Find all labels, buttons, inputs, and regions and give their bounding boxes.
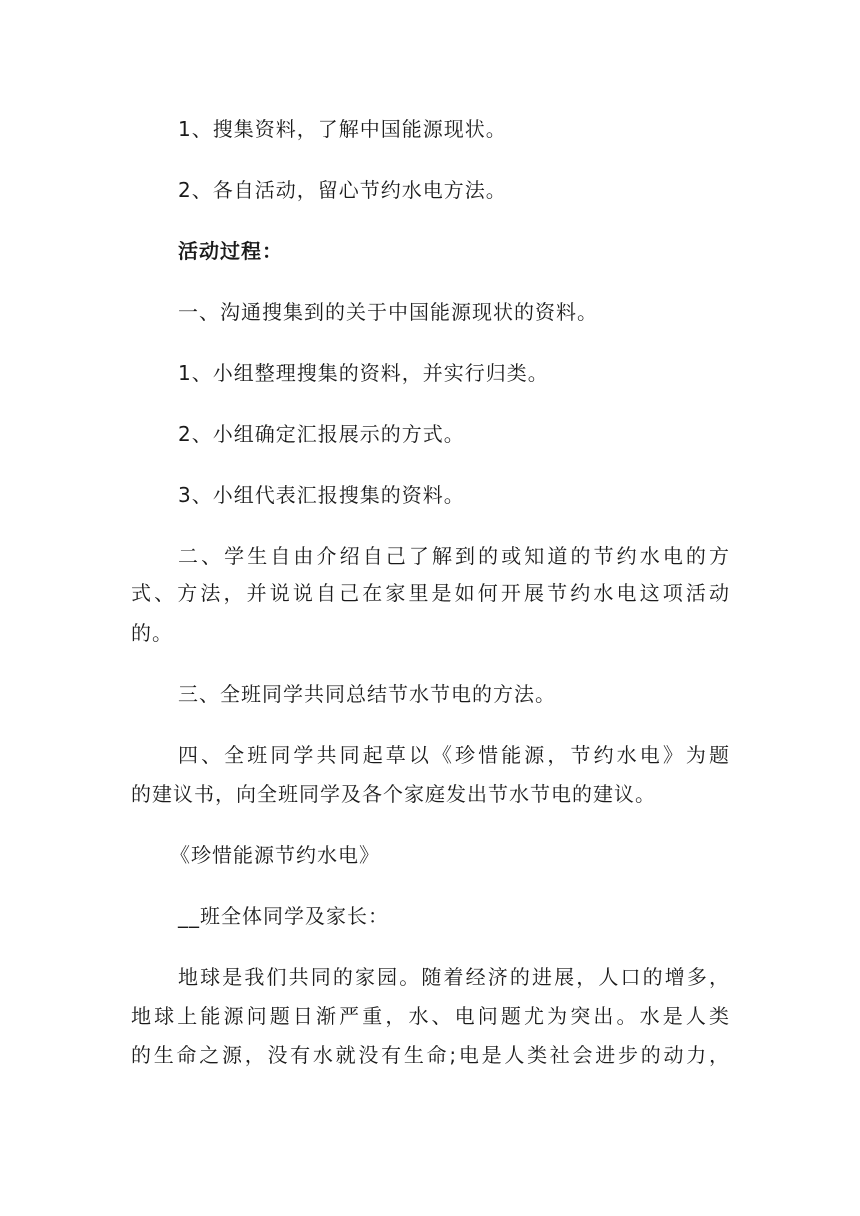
step-2-line-3: 的。	[131, 621, 173, 645]
step-2-line-2: 式、方法，并说说自己在家里是如何开展节约水电这项活动	[131, 581, 729, 605]
proposal-body-line-3: 的生命之源，没有水就没有生命;电是人类社会进步的动力，	[131, 1043, 729, 1067]
step-3-line: 三、全班同学共同总结节水节电的方法。	[178, 682, 556, 706]
proposal-body-line-1: 地球是我们共同的家园。随着经济的进展，人口的增多，	[178, 965, 729, 989]
step-2-line-1: 二、学生自由介绍自己了解到的或知道的节约水电的方	[178, 544, 729, 568]
proposal-body-line-2: 地球上能源问题日渐严重，水、电问题尤为突出。水是人类	[131, 1004, 729, 1028]
step-1-item-1: 1、小组整理搜集的资料，并实行归类。	[178, 361, 549, 385]
step-4-line-2: 的建议书，向全班同学及各个家庭发出节水节电的建议。	[131, 782, 656, 806]
proposal-salutation: __班全体同学及家长：	[178, 904, 389, 928]
prep-item-1: 1、搜集资料，了解中国能源现状。	[178, 117, 507, 141]
step-1-item-2: 2、小组确定汇报展示的方式。	[178, 422, 465, 446]
step-4-line-1: 四、全班同学共同起草以《珍惜能源，节约水电》为题	[178, 743, 729, 767]
prep-item-2: 2、各自活动，留心节约水电方法。	[178, 178, 507, 202]
step-1-item-3: 3、小组代表汇报搜集的资料。	[178, 483, 465, 507]
step-1-heading: 一、沟通搜集到的关于中国能源现状的资料。	[178, 300, 598, 324]
proposal-title: 《珍惜能源节约水电》	[170, 843, 380, 867]
section-heading-activity-process: 活动过程：	[178, 239, 283, 263]
